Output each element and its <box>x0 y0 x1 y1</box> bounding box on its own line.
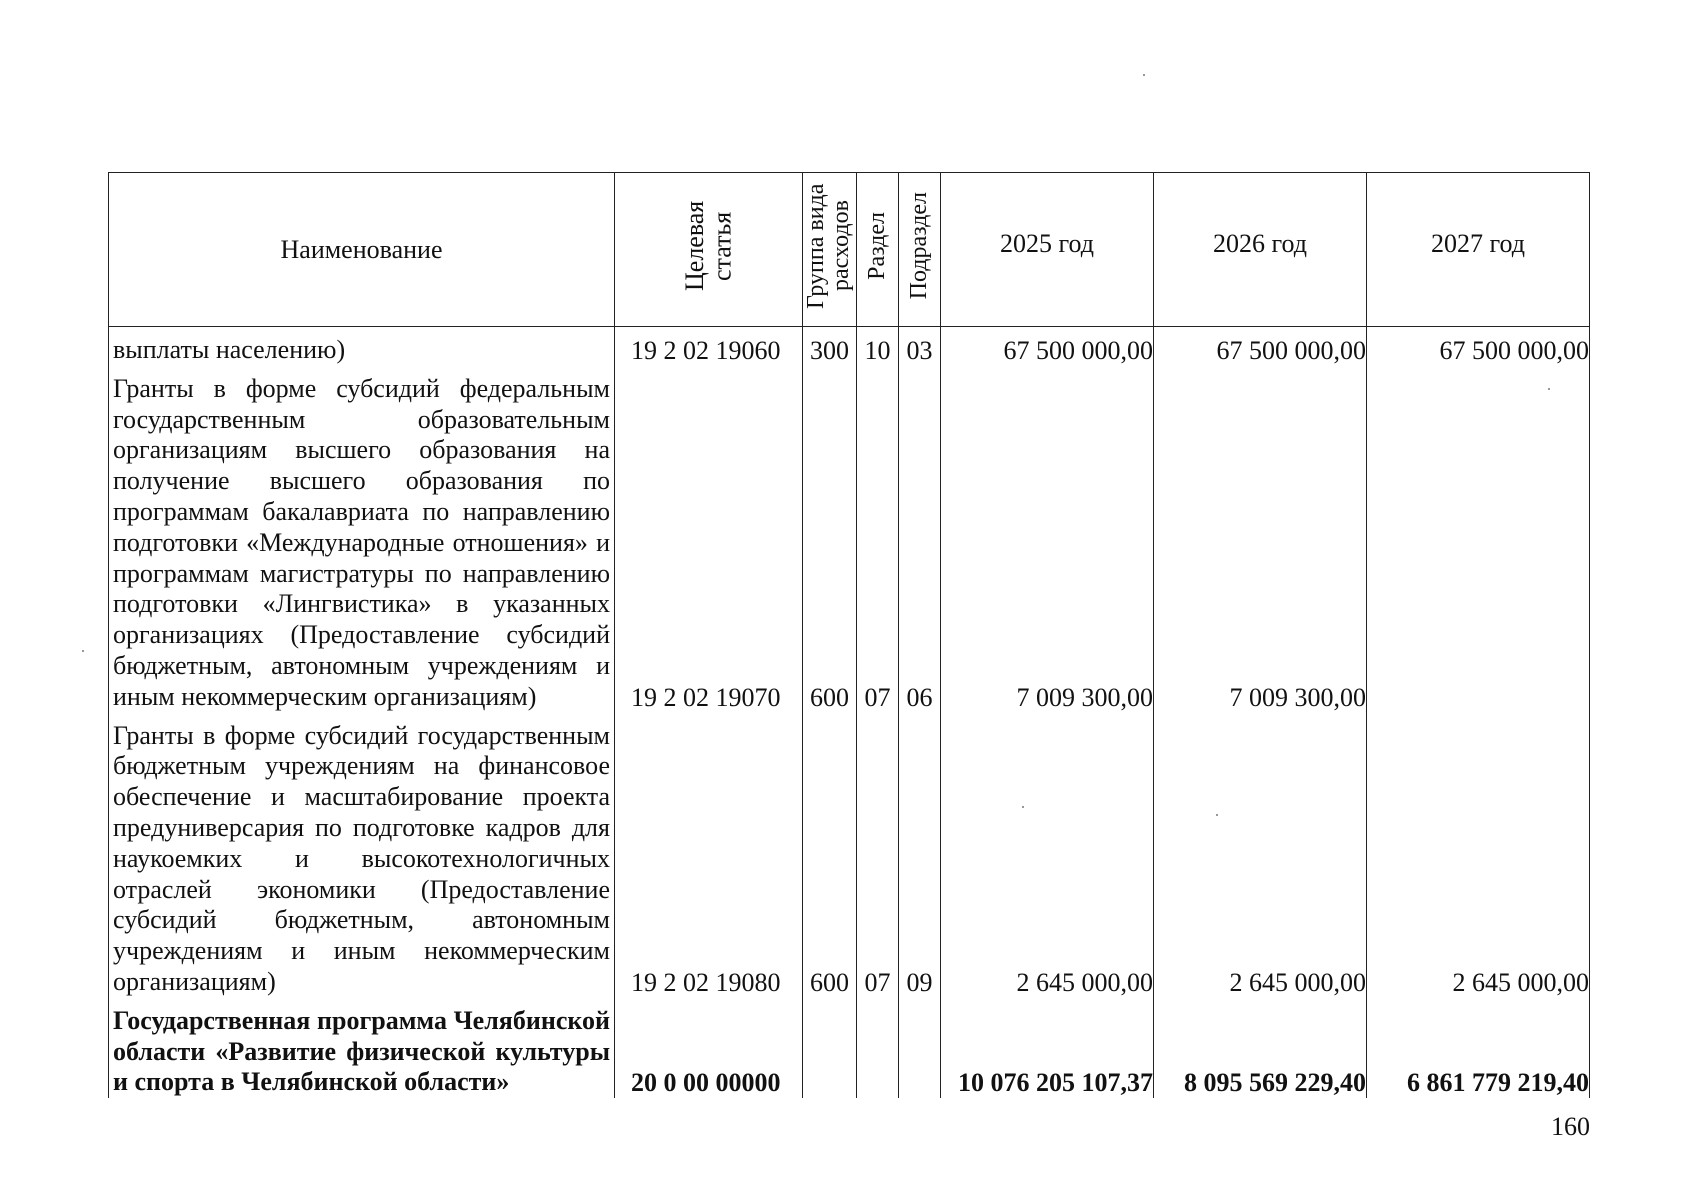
row-section: 07 <box>857 366 899 713</box>
row-code: 19 2 02 19080 <box>615 713 803 998</box>
row-2025: 2 645 000,00 <box>941 713 1154 998</box>
page-number: 160 <box>1551 1112 1590 1141</box>
row-2026: 67 500 000,00 <box>1154 327 1367 366</box>
table-row <box>109 998 1590 1098</box>
header-expense-group: Группа вида расходов <box>803 173 857 327</box>
row-code: 20 0 00 00000 <box>615 998 803 1098</box>
header-target-article: Целевая статья <box>615 173 803 327</box>
header-year-2025: 2025 год <box>941 173 1154 327</box>
row-name: Гранты в форме субсидий государственным бюджетным учреждениям на финансовое обеспечение и масштабирование проекта предуниверсария по подготовке кадров для наукоемких и высокотехнологичных отраслей экономики (Предоставление субсидий бюджетным, автономным учреждениям и иным некоммерческим организациям) <box>109 713 615 998</box>
scan-speck <box>1022 806 1024 808</box>
table-row <box>109 327 1590 366</box>
row-subsection <box>899 998 941 1098</box>
row-section: 10 <box>857 327 899 366</box>
row-2027: 2 645 000,00 <box>1367 713 1590 998</box>
row-subsection: 09 <box>899 713 941 998</box>
scan-speck <box>82 650 84 652</box>
scan-speck <box>1548 388 1550 390</box>
row-name: Гранты в форме субсидий федеральным государственным образовательным организациям высшего образования на получение высшего образования по программам бакалавриата по направлению подготовки «Международные отношения» и программам магистратуры по направлению подготовки «Лингвистика» в указанных организациях (Предоставление субсидий бюджетным, автономным учреждениям и иным некоммерческим организациям) <box>109 366 615 713</box>
row-2027 <box>1367 366 1590 713</box>
header-section: Раздел <box>857 173 899 327</box>
row-code: 19 2 02 19070 <box>615 366 803 713</box>
row-group: 600 <box>803 366 857 713</box>
header-name: Наименование <box>109 173 615 327</box>
header-subsection: Подраздел <box>899 173 941 327</box>
row-2026: 2 645 000,00 <box>1154 713 1367 998</box>
row-2027: 6 861 779 219,40 <box>1367 998 1590 1098</box>
row-2026: 8 095 569 229,40 <box>1154 998 1367 1098</box>
header-year-2026: 2026 год <box>1154 173 1367 327</box>
scan-speck <box>1216 814 1218 816</box>
row-code: 19 2 02 19060 <box>615 327 803 366</box>
row-subsection: 06 <box>899 366 941 713</box>
row-group <box>803 998 857 1098</box>
row-group: 300 <box>803 327 857 366</box>
row-2025: 10 076 205 107,37 <box>941 998 1154 1098</box>
row-2026: 7 009 300,00 <box>1154 366 1367 713</box>
row-2025: 7 009 300,00 <box>941 366 1154 713</box>
budget-table <box>108 172 1590 1098</box>
table-row <box>109 713 1590 998</box>
row-name: выплаты населению) <box>109 327 615 366</box>
row-name: Государственная программа Челябинской области «Развитие физической культуры и спорта в Челябинской области» <box>109 998 615 1098</box>
row-subsection: 03 <box>899 327 941 366</box>
row-2025: 67 500 000,00 <box>941 327 1154 366</box>
scan-speck <box>1143 74 1145 76</box>
row-group: 600 <box>803 713 857 998</box>
table-row <box>109 366 1590 713</box>
row-2027: 67 500 000,00 <box>1367 327 1590 366</box>
table-header-row <box>109 173 1590 327</box>
row-section: 07 <box>857 713 899 998</box>
row-section <box>857 998 899 1098</box>
header-year-2027: 2027 год <box>1367 173 1590 327</box>
